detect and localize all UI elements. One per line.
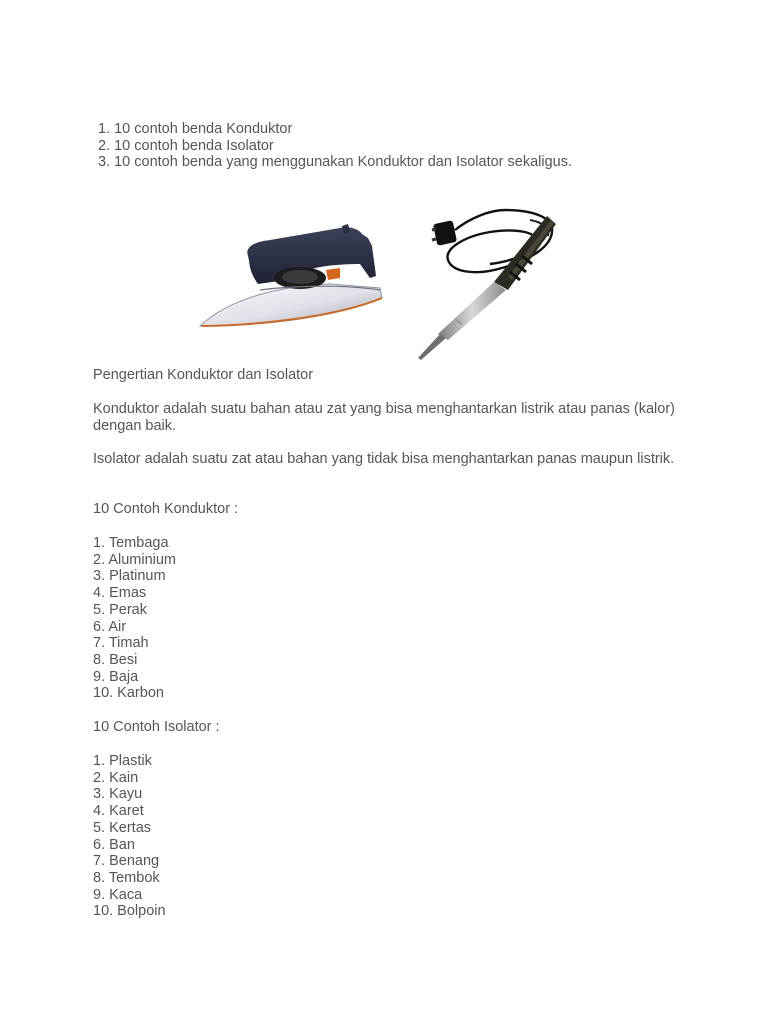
iron-icon [200,224,382,326]
list-item: 1. Plastik [93,753,152,769]
list-item: 8. Besi [93,651,138,668]
konduktor-definition: Konduktor adalah suatu bahan atau zat yang bisa menghantarkan listrik atau panas (kalor) dengan baik. [93,401,675,434]
list-item: 10. Bolpoin [93,903,166,920]
list-item: 10. Karbon [93,685,164,702]
list-item: 7. Benang [93,853,160,870]
section-title: Pengertian Konduktor dan Isolator [93,367,314,383]
soldering-iron-icon [418,210,556,360]
list-item: 4. Emas [93,585,147,602]
list-item: 6. Ban [93,836,135,853]
list-item: 5. Kertas [93,819,152,836]
konduktor-list [93,535,176,702]
list-item: 9. Kaca [93,886,143,903]
isolator-list [93,753,166,920]
list-item: 4. Karet [93,803,144,820]
list-item: 9. Baja [93,668,139,685]
list-item: 1. Tembaga [93,535,169,551]
konduktor-heading: 10 Contoh Konduktor : [93,501,239,517]
intro-item: 3. 10 contoh benda yang menggunakan Konduktor dan Isolator sekaligus. [98,154,573,171]
list-item: 6. Air [93,618,127,635]
list-item: 5. Perak [93,601,147,618]
list-item: 2. Kain [93,769,139,786]
illustration-figure [190,198,570,363]
list-item: 3. Kayu [93,786,143,803]
list-item: 7. Timah [93,635,149,652]
isolator-heading: 10 Contoh Isolator : [93,719,220,735]
list-item: 2. Aluminium [93,551,177,568]
list-item: 3. Platinum [93,568,166,585]
intro-item: 1. 10 contoh benda Konduktor [98,121,293,137]
intro-item: 2. 10 contoh benda Isolator [98,137,274,154]
isolator-definition: Isolator adalah suatu zat atau bahan yang tidak bisa menghantarkan panas maupun listrik. [93,451,675,467]
list-item: 8. Tembok [93,869,160,886]
intro-list [98,121,718,171]
